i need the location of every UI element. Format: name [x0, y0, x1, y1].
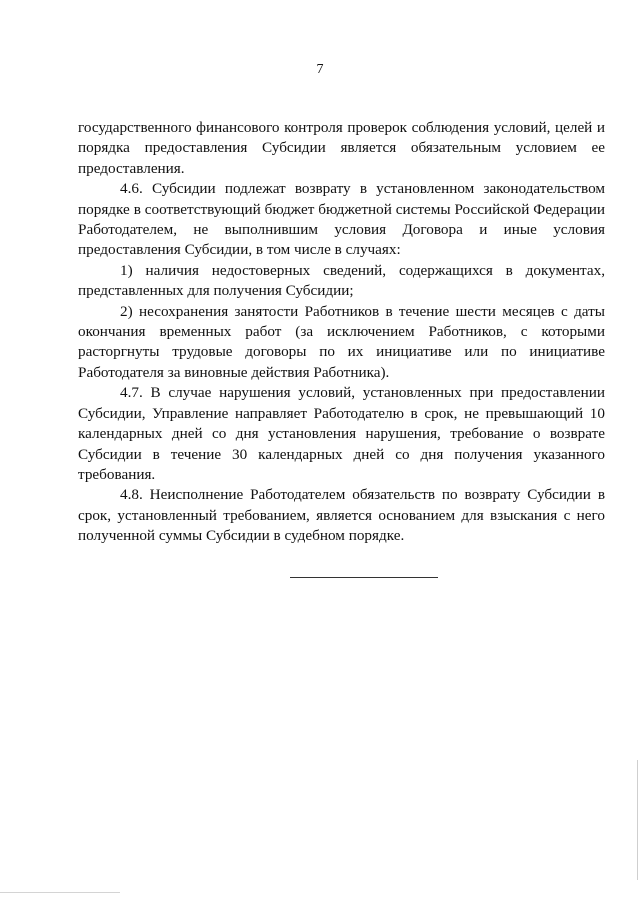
paragraph-4-6: 4.6. Субсидии подлежат возврату в установленном законодательством порядке в соответствующий бюджет бюджетной системы Российской Федерации Работодателем, не выполнившим условия Договора и иные условия предоставления Субсидии, в том числе в случаях: — [78, 180, 605, 259]
scan-edge-mark — [637, 760, 638, 880]
scan-edge-mark — [0, 892, 120, 893]
paragraph-4-8: 4.8. Неисполнение Работодателем обязательств по возврату Субсидии в срок, установленный требованием, является основанием для взыскания с него полученной суммы Субсидии в судебном порядке. — [78, 486, 605, 545]
end-of-document-rule — [290, 577, 438, 578]
document-body — [78, 118, 605, 547]
paragraph-item-2: 2) несохранения занятости Работников в течение шести месяцев с даты окончания временных работ (за исключением Работников, с которыми расторгнуты трудовые договоры по их инициативе или по инициативе Работодателя за виновные действия Работника). — [78, 302, 605, 381]
paragraph-item-1: 1) наличия недостоверных сведений, содержащихся в документах, представленных для получения Субсидии; — [78, 261, 605, 300]
paragraph-continuation: государственного финансового контроля проверок соблюдения условий, целей и порядка предоставления Субсидии является обязательным условием ее предоставления. — [78, 119, 605, 177]
page-number: 7 — [316, 62, 324, 77]
paragraph-4-7: 4.7. В случае нарушения условий, установленных при предоставлении Субсидии, Управление направляет Работодателю в срок, не превышающий 10 календарных дней со дня установления нарушения, требование о возврате Субсидии в течение 30 календарных дней со дня получения указанного требования. — [78, 384, 605, 483]
